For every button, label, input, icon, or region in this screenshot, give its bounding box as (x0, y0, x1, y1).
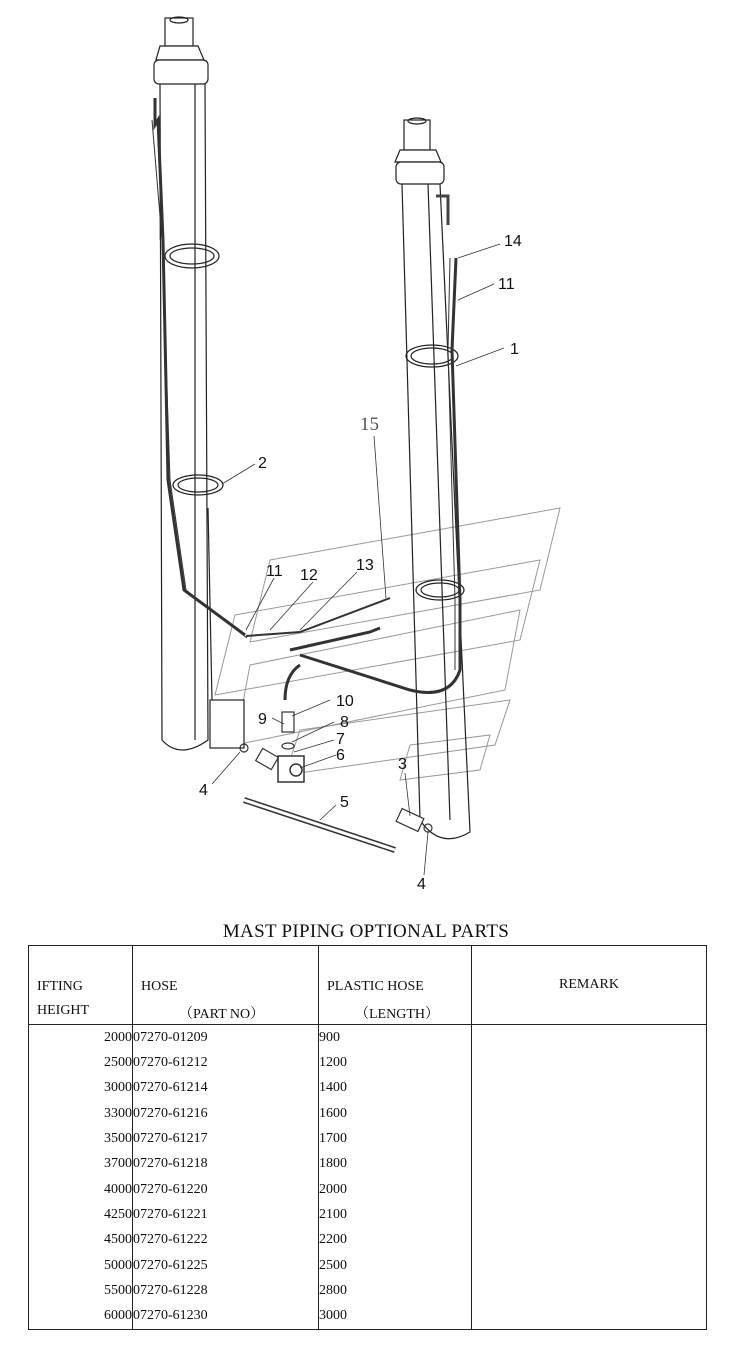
callout-14: 14 (504, 233, 522, 250)
cell-remark (472, 1050, 707, 1075)
cell-remark (472, 1025, 707, 1051)
cell-plastic-hose-length: 900 (319, 1025, 472, 1051)
cell-plastic-hose-length: 2200 (319, 1228, 472, 1253)
watermark-logo (215, 508, 560, 780)
table-row (29, 1025, 707, 1051)
table-row (29, 1152, 707, 1177)
cell-plastic-hose-length: 2800 (319, 1278, 472, 1303)
cell-hose-part-no: 07270-61225 (133, 1253, 319, 1278)
callout-4-left: 4 (199, 782, 208, 799)
cell-remark (472, 1126, 707, 1151)
header-lifting-height (29, 946, 133, 1025)
cell-hose-part-no: 07270-01209 (133, 1025, 319, 1051)
cell-lifting-height: 5500 (29, 1278, 133, 1303)
cell-lifting-height: 3300 (29, 1101, 133, 1126)
cell-hose-part-no: 07270-61218 (133, 1152, 319, 1177)
callout-6: 6 (336, 747, 345, 764)
cell-plastic-hose-length: 1800 (319, 1152, 472, 1177)
cell-remark (472, 1101, 707, 1126)
table-row (29, 1101, 707, 1126)
cell-remark (472, 1228, 707, 1253)
cell-lifting-height: 3500 (29, 1126, 133, 1151)
header-plastic-hose-length (319, 946, 472, 1025)
table-row (29, 1076, 707, 1101)
cell-remark (472, 1152, 707, 1177)
table-row (29, 1050, 707, 1075)
header-lifting-line2: HEIGHT (37, 1003, 90, 1018)
cell-remark (472, 1177, 707, 1202)
cell-remark (472, 1076, 707, 1101)
table-row (29, 1177, 707, 1202)
cell-lifting-height: 3000 (29, 1076, 133, 1101)
cell-remark (472, 1304, 707, 1330)
cell-hose-part-no: 07270-61217 (133, 1126, 319, 1151)
cell-lifting-height: 3700 (29, 1152, 133, 1177)
callout-5: 5 (340, 794, 349, 811)
cell-hose-part-no: 07270-61220 (133, 1177, 319, 1202)
callout-3: 3 (398, 756, 407, 773)
table-title: MAST PIPING OPTIONAL PARTS (222, 921, 510, 942)
callout-4-right: 4 (417, 876, 426, 893)
callout-1: 1 (510, 341, 519, 358)
table-row (29, 1278, 707, 1303)
cell-hose-part-no: 07270-61228 (133, 1278, 319, 1303)
table-header-row (29, 946, 707, 1025)
callout-9: 9 (258, 711, 267, 728)
header-remark: REMARK (472, 946, 707, 1025)
left-lift-cylinder (154, 17, 244, 750)
table-row (29, 1253, 707, 1278)
callout-labels (199, 233, 522, 893)
table-row (29, 1228, 707, 1253)
callout-11-left: 11 (266, 563, 283, 580)
header-hose-line2: （PART NO） (179, 1007, 265, 1022)
header-lifting-line1: IFTING (37, 979, 83, 994)
cell-hose-part-no: 07270-61216 (133, 1101, 319, 1126)
cell-plastic-hose-length: 1700 (319, 1126, 472, 1151)
table-row (29, 1304, 707, 1330)
header-plastic-line2: （LENGTH） (355, 1007, 439, 1022)
right-lift-cylinder (395, 118, 470, 839)
cell-hose-part-no: 07270-61212 (133, 1050, 319, 1075)
header-plastic-line1: PLASTIC HOSE (327, 979, 424, 994)
cell-lifting-height: 2000 (29, 1025, 133, 1051)
hose-routing (152, 98, 460, 850)
cell-hose-part-no: 07270-61214 (133, 1076, 319, 1101)
callout-15: 15 (360, 414, 379, 435)
cell-lifting-height: 2500 (29, 1050, 133, 1075)
cell-hose-part-no: 07270-61222 (133, 1228, 319, 1253)
cell-plastic-hose-length: 2500 (319, 1253, 472, 1278)
header-hose-part-no (133, 946, 319, 1025)
cell-plastic-hose-length: 1600 (319, 1101, 472, 1126)
callout-13: 13 (356, 557, 374, 574)
cell-lifting-height: 4500 (29, 1228, 133, 1253)
callout-8: 8 (340, 714, 349, 731)
cell-plastic-hose-length: 1400 (319, 1076, 472, 1101)
cell-plastic-hose-length: 2100 (319, 1202, 472, 1227)
callout-10: 10 (336, 693, 354, 710)
cell-lifting-height: 6000 (29, 1304, 133, 1330)
table-row (29, 1126, 707, 1151)
cell-plastic-hose-length: 2000 (319, 1177, 472, 1202)
optional-parts-table (28, 945, 707, 1330)
callout-7: 7 (336, 731, 345, 748)
callout-12: 12 (300, 567, 318, 584)
cell-remark (472, 1202, 707, 1227)
cell-remark (472, 1278, 707, 1303)
cell-plastic-hose-length: 3000 (319, 1304, 472, 1330)
cell-lifting-height: 4000 (29, 1177, 133, 1202)
cell-hose-part-no: 07270-61230 (133, 1304, 319, 1330)
table-row (29, 1202, 707, 1227)
header-hose-line1: HOSE (141, 979, 178, 994)
cell-remark (472, 1253, 707, 1278)
callout-2: 2 (258, 455, 267, 472)
cell-plastic-hose-length: 1200 (319, 1050, 472, 1075)
callout-11-right: 11 (498, 276, 515, 293)
cell-lifting-height: 4250 (29, 1202, 133, 1227)
cell-lifting-height: 5000 (29, 1253, 133, 1278)
cell-hose-part-no: 07270-61221 (133, 1202, 319, 1227)
